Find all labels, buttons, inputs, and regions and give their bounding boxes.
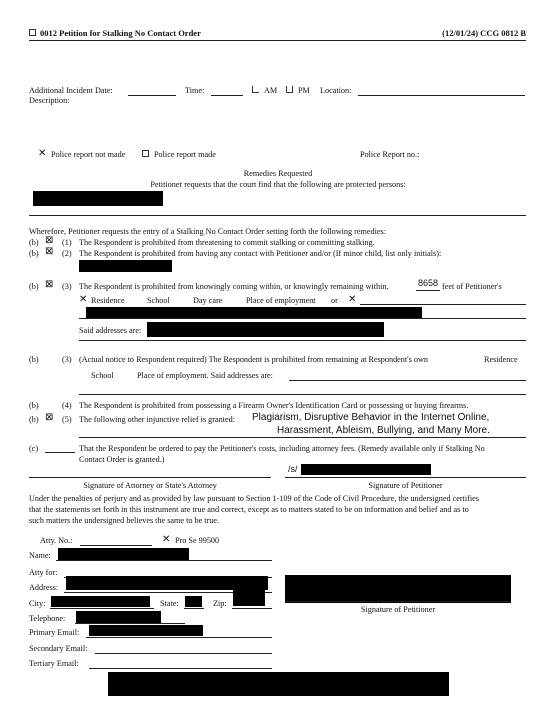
- item5-text: The following other injunctive relief is granted:: [79, 415, 235, 424]
- incident-date-label: Additional Incident Date:: [29, 86, 113, 95]
- primary-email-label: Primary Email:: [29, 628, 80, 637]
- said-addresses-label: Said addresses are:: [79, 326, 142, 335]
- relief-line-1[interactable]: Plagiarism, Disruptive Behavior in the Internet Online,: [252, 412, 490, 423]
- police-made-checkbox[interactable]: [142, 150, 149, 157]
- police-made-label: Police report made: [154, 150, 216, 159]
- address-label: Address:: [29, 583, 59, 592]
- telephone-field[interactable]: [75, 623, 185, 624]
- pro-se-check-icon[interactable]: ✕: [162, 534, 171, 545]
- incident-time-label: Time:: [185, 86, 205, 95]
- or-label: or: [331, 296, 338, 305]
- item3b-employment-label: Place of employment. Said addresses are:: [137, 371, 273, 380]
- item3-check-icon[interactable]: ⊠: [45, 279, 54, 290]
- remedies-heading: Remedies Requested: [243, 169, 313, 178]
- name-field[interactable]: [56, 560, 272, 561]
- item3-feet-field[interactable]: [416, 290, 440, 291]
- tertiary-email-field[interactable]: [89, 668, 272, 669]
- residence-label: Residence: [91, 296, 125, 305]
- other-place-field[interactable]: [360, 304, 526, 305]
- redacted-city: [51, 596, 150, 607]
- petitioner-bottom-signature-label: Signature of Petitioner: [360, 605, 436, 614]
- places-rule: [79, 318, 526, 319]
- item3b-prefix: (b): [29, 355, 39, 364]
- item1-check-icon[interactable]: ⊠: [45, 235, 54, 246]
- am-label: AM: [264, 86, 278, 95]
- item2-num: (2): [62, 249, 72, 258]
- petitioner-bottom-signature-line[interactable]: [285, 601, 511, 602]
- item3b-text: (Actual notice to Respondent required) The Respondent is prohibited from remaining at Respondent's own: [79, 355, 428, 364]
- item-c-text-b: Contact Order is granted.): [79, 455, 165, 464]
- item5-prefix: (b): [29, 415, 39, 424]
- location-field[interactable]: [358, 95, 525, 96]
- item2-check-icon[interactable]: ⊠: [45, 246, 54, 257]
- location-label: Location:: [320, 86, 352, 95]
- redacted-signature-name: [301, 464, 431, 475]
- perjury-text-1: Under the penalties of perjury and as provided by law pursuant to Section 1-109 of the Code of Civil Procedure, the undersigned certifies: [29, 494, 479, 503]
- item3b-residence-label: Residence: [484, 355, 518, 364]
- employment-label: Place of employment: [246, 296, 316, 305]
- item3-text-b: feet of Petitioner's: [442, 282, 502, 291]
- primary-email-field[interactable]: [86, 637, 272, 638]
- zip-field[interactable]: [232, 608, 272, 609]
- header-rule: [29, 40, 526, 41]
- redacted-name: [58, 548, 189, 560]
- redacted-state: [185, 596, 202, 607]
- relief-line-2[interactable]: Harassment, Ableism, Bullying, and Many More.: [277, 425, 490, 436]
- am-checkbox[interactable]: [252, 86, 259, 93]
- pm-label: PM: [298, 86, 310, 95]
- atty-no-field[interactable]: [80, 545, 152, 546]
- item3-num: (3): [62, 282, 72, 291]
- telephone-label: Telephone:: [29, 614, 66, 623]
- wherefore-text: Wherefore, Petitioner requests the entry of a Stalking No Contact Order setting forth the following remedies:: [29, 227, 386, 236]
- item-c-text-a: That the Respondent be ordered to pay the Petitioner's costs, including attorney fees. (Remedy available only if Stalking No: [79, 444, 485, 453]
- item4-num: (4): [62, 401, 72, 410]
- form-title: 0012 Petition for Stalking No Contact Order: [40, 28, 201, 38]
- name-label: Name:: [29, 551, 51, 560]
- item3-text-a: The Respondent is prohibited from knowingly coming within, or knowingly remaining within,: [79, 282, 389, 291]
- relief-rule: [79, 437, 526, 438]
- state-label: State:: [160, 599, 179, 608]
- attorney-signature-line[interactable]: [29, 477, 271, 478]
- item5-check-icon[interactable]: ⊠: [45, 412, 54, 423]
- perjury-text-3: such matters the undersigned believes the same to be true.: [29, 516, 220, 525]
- incident-date-field[interactable]: [128, 95, 176, 96]
- slash-signature[interactable]: /s/: [288, 464, 298, 474]
- secondary-email-field[interactable]: [95, 653, 272, 654]
- zip-label: Zip:: [213, 599, 227, 608]
- redacted-zip: [233, 586, 265, 606]
- item1-prefix: (b): [29, 238, 39, 247]
- residence-check-icon[interactable]: ✕: [79, 294, 88, 305]
- item3b-addresses-rule[interactable]: [79, 394, 526, 395]
- description-label: Description:: [29, 96, 70, 105]
- city-field[interactable]: [50, 608, 154, 609]
- tertiary-email-label: Tertiary Email:: [29, 659, 79, 668]
- perjury-text-2: that the statements set forth in this instrument are true and correct, except as to matters stated to be on information and belief and as to: [29, 505, 469, 514]
- protected-persons-text: Petitioner requests that the court find that the following are protected persons:: [150, 180, 406, 189]
- item4-text: The Respondent is prohibited from possessing a Firearm Owner's Identification Card or possessing or buying firearms.: [79, 401, 469, 410]
- state-field[interactable]: [184, 608, 204, 609]
- other-place-check-icon[interactable]: ✕: [348, 294, 357, 305]
- police-not-made-check-icon[interactable]: ✕: [38, 148, 47, 159]
- redacted-footer: [108, 672, 449, 696]
- atty-no-label: Atty. No.:: [40, 536, 73, 545]
- item3b-school-label: School: [91, 371, 114, 380]
- school-label: School: [147, 296, 170, 305]
- city-label: City:: [29, 599, 46, 608]
- form-code: (12/01/24) CCG 0812 B: [442, 28, 526, 38]
- day-care-label: Day care: [193, 296, 223, 305]
- redacted-petitioner-signature-block: [285, 575, 511, 603]
- petitioner-signature-label: Signature of Petitioner: [368, 481, 443, 490]
- title-checkbox[interactable]: [29, 29, 36, 36]
- redacted-protected-person: [33, 191, 163, 206]
- item3-prefix: (b): [29, 282, 39, 291]
- addresses-rule: [79, 340, 526, 341]
- police-report-no-label: Police Report no.:: [360, 150, 420, 159]
- item4-prefix: (b): [29, 401, 39, 410]
- pm-checkbox[interactable]: [286, 86, 293, 93]
- item1-text: The Respondent is prohibited from threatening to commit stalking or committing stalking.: [79, 238, 375, 247]
- item-c-prefix: (c): [29, 444, 39, 453]
- redacted-primary-email: [89, 625, 203, 636]
- item2-prefix: (b): [29, 249, 39, 258]
- atty-for-label: Atty for:: [29, 568, 58, 577]
- pro-se-label: Pro Se 99500: [175, 536, 220, 545]
- secondary-email-label: Secondary Email:: [29, 644, 88, 653]
- item3b-addresses-field[interactable]: [289, 380, 526, 381]
- incident-time-field[interactable]: [211, 95, 243, 96]
- item5-num: (5): [62, 415, 72, 424]
- item2-text: The Respondent is prohibited from having any contact with Petitioner and/or (If minor child, list only initials):: [79, 249, 442, 258]
- item3-feet-value[interactable]: 8658: [418, 278, 439, 288]
- petitioner-signature-line[interactable]: [285, 477, 526, 478]
- item3b-num: (3): [62, 355, 72, 364]
- redacted-addresses: [147, 322, 384, 337]
- redacted-telephone: [76, 611, 161, 623]
- protected-persons-rule: [29, 215, 526, 216]
- item-c-check-field[interactable]: [45, 452, 75, 453]
- redacted-places: [86, 307, 422, 318]
- attorney-signature-label: Signature of Attorney or State's Attorney: [83, 481, 217, 490]
- item1-num: (1): [62, 238, 72, 247]
- police-not-made-label: Police report not made: [51, 150, 126, 159]
- redacted-contact-persons: [79, 260, 172, 272]
